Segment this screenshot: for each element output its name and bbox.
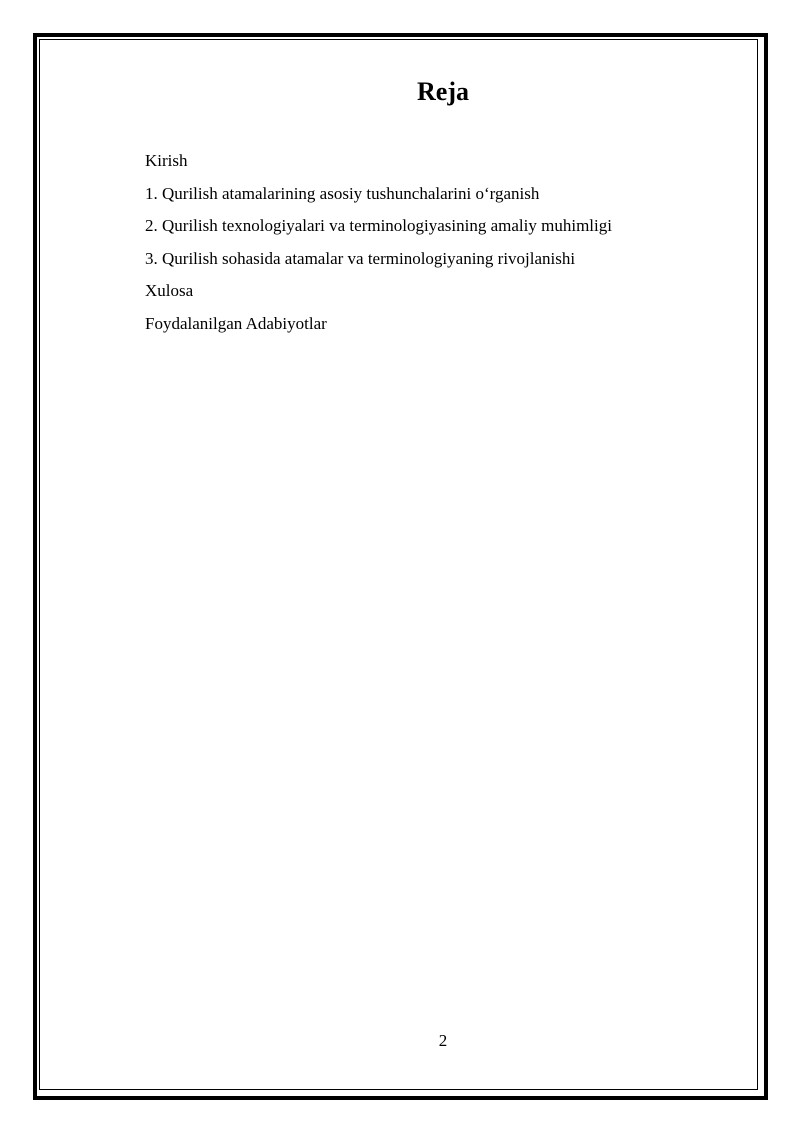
page-number: 2 [438, 1031, 448, 1050]
toc-item-chapter-3: 3. Qurilish sohasida atamalar va terminologiyaning rivojlanishi [145, 248, 576, 268]
toc-item-chapter-2: 2. Qurilish texnologiyalari va terminologiyasining amaliy muhimligi [145, 216, 612, 236]
page-title: Reja [417, 77, 469, 106]
toc-item-conclusion: Xulosa [145, 281, 194, 301]
toc-item-chapter-1: 1. Qurilish atamalarining asosiy tushunchalarini o‘rganish [145, 183, 540, 203]
table-of-contents [145, 145, 612, 341]
toc-item-introduction: Kirish [145, 151, 188, 170]
toc-item-references: Foydalanilgan Adabiyotlar [145, 313, 327, 333]
